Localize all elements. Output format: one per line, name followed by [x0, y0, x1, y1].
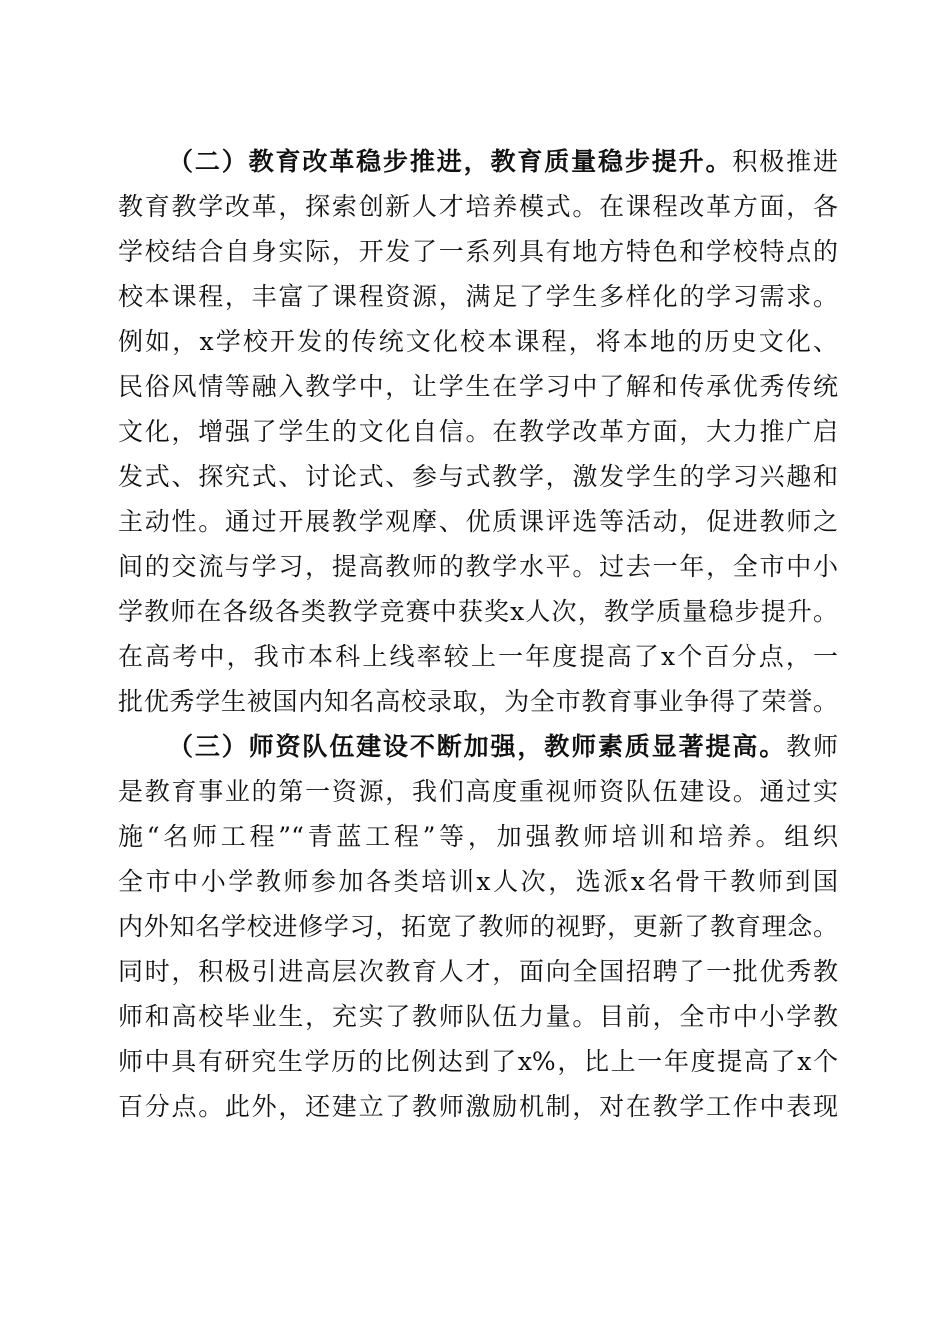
paragraph-2-heading: （二）教育改革稳步推进，教育质量稳步提升。 [168, 147, 733, 176]
paragraph-3-line-9: 百分点。此外，还建立了教师激励机制，对在教学工作中表现 [118, 1092, 838, 1121]
paragraph-2-text: 积极推进 [732, 147, 838, 176]
paragraph-2-line-1 [168, 142, 838, 182]
paragraph-3-line-3: 施“名师工程”“青蓝工程”等，加强教师培训和培养。组织 [118, 822, 838, 851]
paragraph-2-line-10: 间的交流与学习，提高教师的教学水平。过去一年，全市中小 [118, 552, 838, 581]
paragraph-2-line-2: 教育教学改革，探索创新人才培养模式。在课程改革方面，各 [118, 192, 838, 221]
paragraph-3-heading: （三）师资队伍建设不断加强，教师素质显著提高。 [168, 732, 787, 761]
paragraph-2-line-9: 主动性。通过开展教学观摩、优质课评选等活动，促进教师之 [118, 507, 838, 536]
paragraph-2-line-13: 批优秀学生被国内知名高校录取，为全市教育事业争得了荣誉。 [118, 687, 838, 716]
paragraph-3-line-6: 同时，积极引进高层次教育人才，面向全国招聘了一批优秀教 [118, 957, 838, 986]
paragraph-3-line-2: 是教育事业的第一资源，我们高度重视师资队伍建设。通过实 [118, 777, 838, 806]
paragraph-3-line-5: 内外知名学校进修学习，拓宽了教师的视野，更新了教育理念。 [118, 912, 838, 941]
paragraph-2-line-8: 发式、探究式、讨论式、参与式教学，激发学生的学习兴趣和 [118, 462, 838, 491]
paragraph-3-line-4: 全市中小学教师参加各类培训x人次，选派x名骨干教师到国 [118, 867, 838, 896]
paragraph-3-line-1 [168, 727, 838, 767]
paragraph-3-line-7: 师和高校毕业生，充实了教师队伍力量。目前，全市中小学教 [118, 1002, 838, 1031]
paragraph-3-line-8: 师中具有研究生学历的比例达到了x%，比上一年度提高了x个 [118, 1047, 838, 1076]
paragraph-2-line-11: 学教师在各级各类教学竞赛中获奖x人次，教学质量稳步提升。 [118, 597, 838, 626]
paragraph-2-line-5: 例如，x学校开发的传统文化校本课程，将本地的历史文化、 [118, 327, 838, 356]
paragraph-2-line-3: 学校结合自身实际，开发了一系列具有地方特色和学校特点的 [118, 237, 838, 266]
paragraph-2-line-4: 校本课程，丰富了课程资源，满足了学生多样化的学习需求。 [118, 282, 838, 311]
paragraph-2-line-6: 民俗风情等融入教学中，让学生在学习中了解和传承优秀传统 [118, 372, 838, 401]
paragraph-3-text: 教师 [786, 732, 838, 761]
paragraph-2-line-7: 文化，增强了学生的文化自信。在教学改革方面，大力推广启 [118, 417, 838, 446]
paragraph-2-line-12: 在高考中，我市本科上线率较上一年度提高了x个百分点，一 [118, 642, 838, 671]
